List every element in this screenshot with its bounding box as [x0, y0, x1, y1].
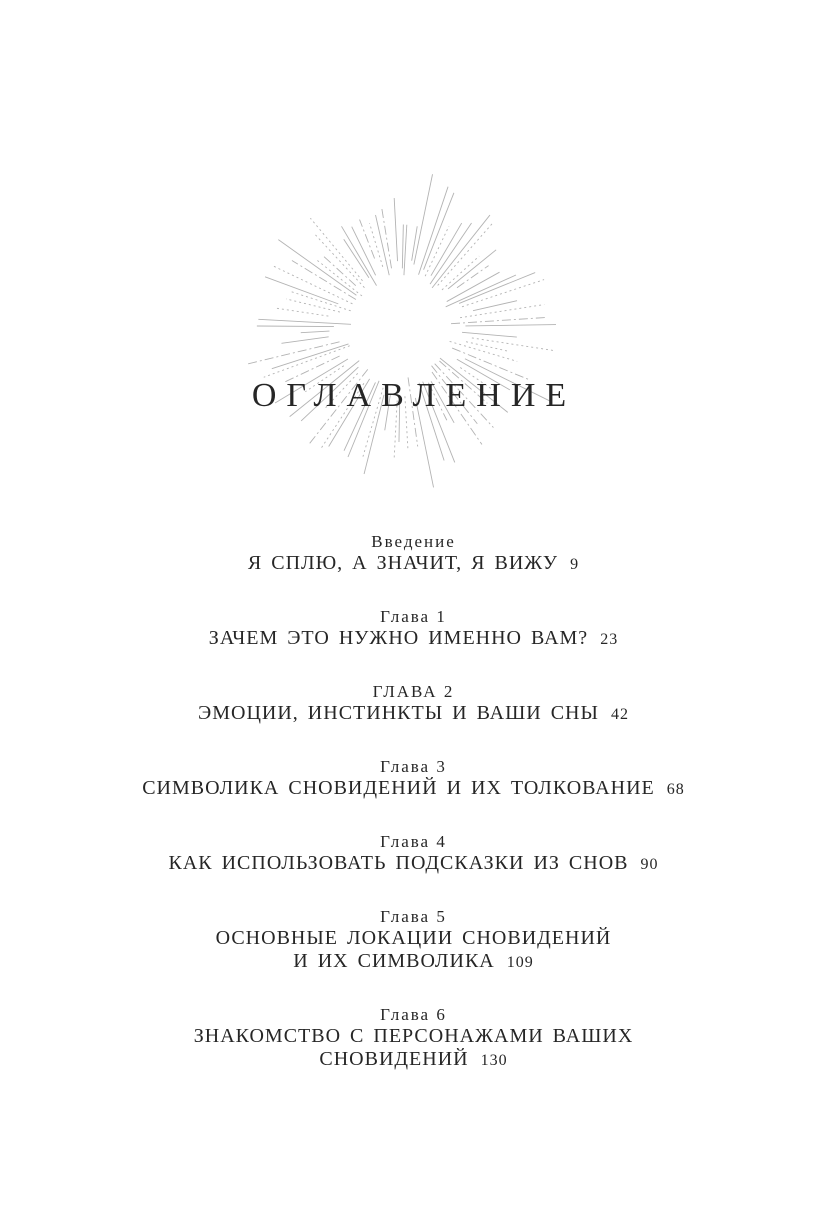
sunburst-illustration	[221, 147, 581, 507]
toc-entry-title	[0, 627, 827, 651]
toc	[0, 531, 827, 1102]
toc-entry-line: СНОВИДЕНИЙ	[319, 1048, 469, 1070]
toc-page-number: 68	[666, 781, 685, 798]
toc-entry-label: ГЛАВА 2	[372, 682, 455, 701]
toc-page-number: 23	[600, 631, 619, 648]
toc-entry-label: Глава 6	[380, 1005, 447, 1024]
toc-entry-line: ЭМОЦИИ, ИНСТИНКТЫ И ВАШИ СНЫ	[198, 702, 599, 724]
toc-entry	[0, 1004, 827, 1072]
toc-entry	[0, 681, 827, 726]
toc-entry-label: Глава 1	[380, 607, 447, 626]
toc-entry-line: ЗАЧЕМ ЭТО НУЖНО ИМЕННО ВАМ?	[208, 627, 589, 649]
toc-page-number: 130	[480, 1052, 508, 1069]
toc-entry	[0, 906, 827, 974]
toc-page-number: 109	[506, 954, 534, 971]
toc-entry-title	[0, 552, 827, 576]
toc-entry	[0, 756, 827, 801]
toc-entry-label: Глава 3	[380, 757, 447, 776]
toc-entry	[0, 531, 827, 576]
toc-entry-label: Введение	[371, 532, 456, 551]
toc-page-number: 90	[640, 856, 659, 873]
toc-entry-label: Глава 5	[380, 907, 447, 926]
toc-entry-title	[0, 852, 827, 876]
toc-entry-title	[0, 777, 827, 801]
toc-entry-title	[0, 1025, 827, 1072]
toc-entry-line: ЗНАКОМСТВО С ПЕРСОНАЖАМИ ВАШИХ	[193, 1025, 634, 1047]
toc-entry-line: КАК ИСПОЛЬЗОВАТЬ ПОДСКАЗКИ ИЗ СНОВ	[168, 852, 629, 874]
toc-entry-title	[0, 927, 827, 974]
toc-entry-line: Я СПЛЮ, А ЗНАЧИТ, Я ВИЖУ	[247, 552, 559, 574]
toc-entry-line: И ИХ СИМВОЛИКА	[293, 950, 495, 972]
sun-rays-icon	[221, 147, 581, 507]
toc-entry-line: СИМВОЛИКА СНОВИДЕНИЙ И ИХ ТОЛКОВАНИЕ	[142, 777, 655, 799]
toc-page-number: 42	[610, 706, 629, 723]
toc-entry-line: ОСНОВНЫЕ ЛОКАЦИИ СНОВИДЕНИЙ	[215, 927, 612, 949]
toc-entry	[0, 606, 827, 651]
toc-entry-title	[0, 702, 827, 726]
page-title: ОГЛАВЛЕНИЕ	[251, 377, 577, 414]
toc-entry	[0, 831, 827, 876]
toc-page-number: 9	[570, 556, 580, 573]
toc-entry-label: Глава 4	[380, 832, 447, 851]
